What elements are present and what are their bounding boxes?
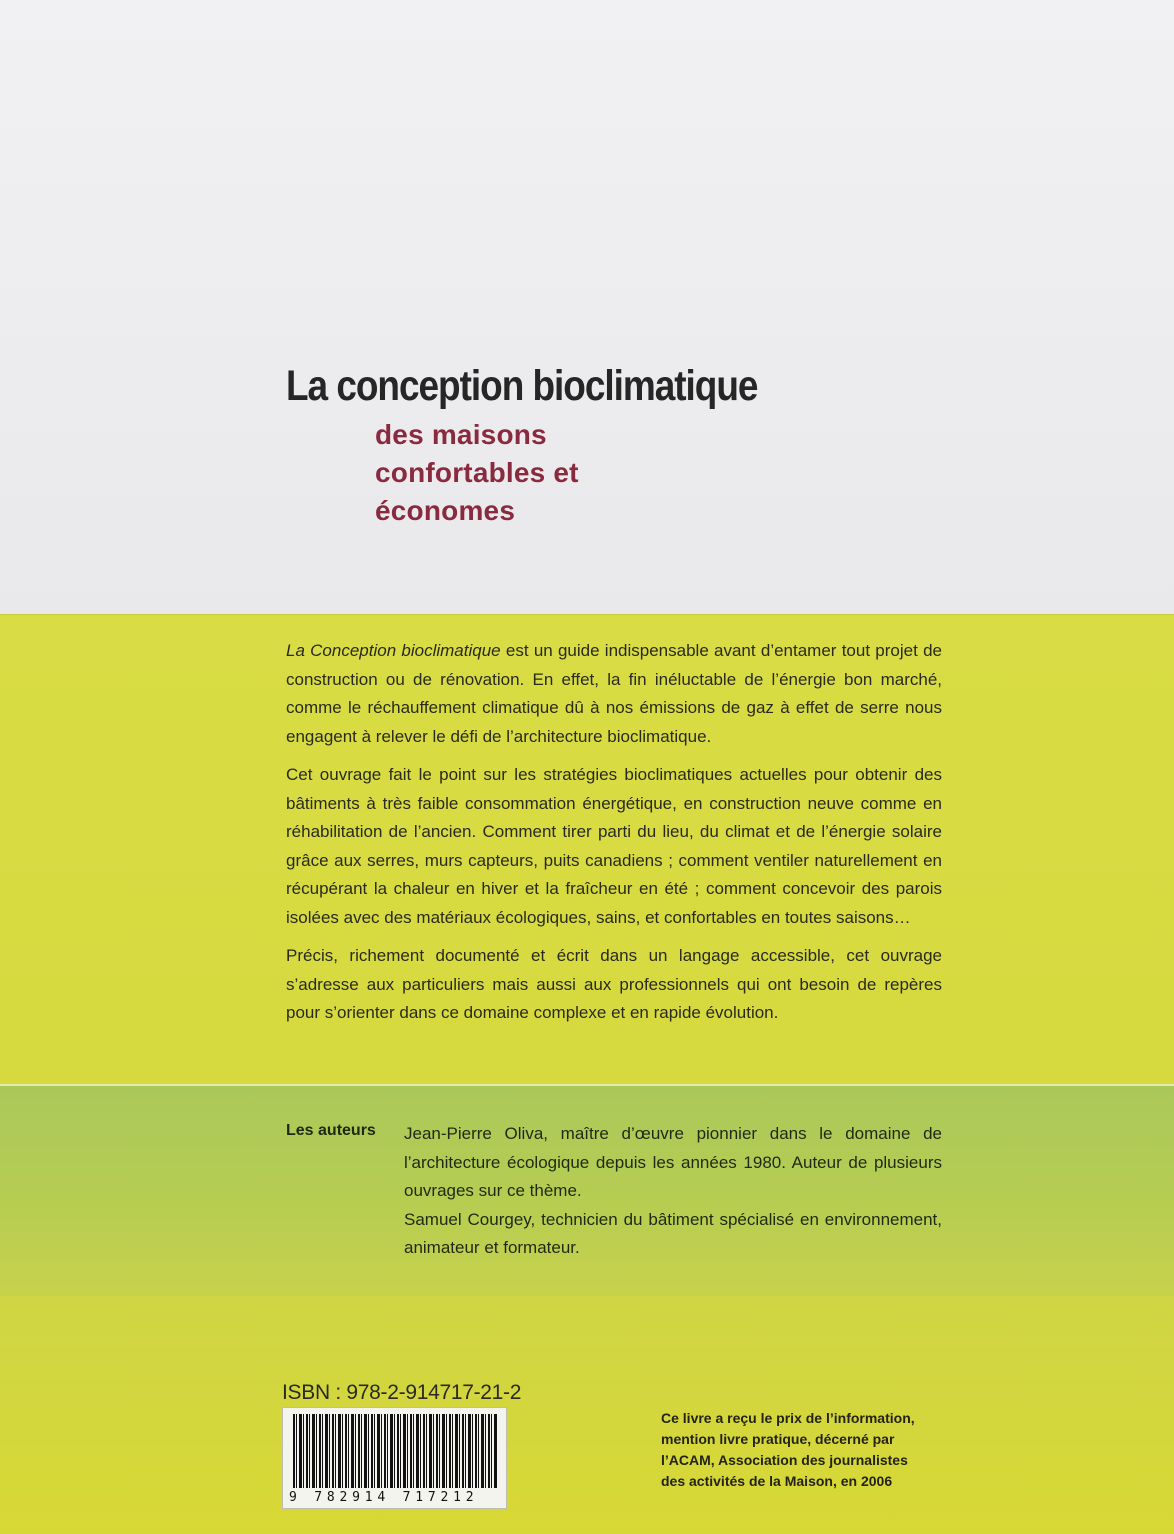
description-paragraph-3: Précis, richement documenté et écrit dans un langage accessible, cet ouvrage s’adresse aux particuliers mais aussi aux professionnels qui ont besoin de repères pour s’orienter dans ce domaine complexe et en rapide évolution. [286, 946, 942, 1022]
authors-bio [404, 1120, 942, 1263]
book-title-italic: La Conception bioclimatique [286, 641, 501, 660]
isbn-label: ISBN : 978-2-914717-21-2 [282, 1381, 522, 1404]
book-title: La conception bioclimatique [286, 362, 758, 410]
prize-note [661, 1408, 961, 1492]
subtitle-line: économes [375, 495, 516, 526]
book-subtitle [375, 416, 579, 530]
description-paragraph-1-text: est un guide indispensable avant d’entamer tout projet de construction ou de rénovation. En effet, la fin inéluctable de l’énergie bon marché, comme le réchauffement climatique dû à nos émissions de gaz à effet de serre nous engagent à relever le défi de l’architecture bioclimatique. [286, 641, 942, 746]
barcode [282, 1407, 507, 1509]
barcode-digits: 9 782914 717212 [289, 1490, 479, 1505]
subtitle-line: confortables et [375, 457, 579, 488]
footer-band [0, 1296, 1174, 1534]
author-bio-oliva: Jean-Pierre Oliva, maître d’œuvre pionnier dans le domaine de l’architecture écologique depuis les années 1980. Auteur de plusieurs ouvrages sur ce thème. [404, 1124, 942, 1200]
prize-line: l’ACAM, Association des journalistes [661, 1452, 908, 1468]
description-paragraph-1 [286, 637, 942, 751]
prize-line: Ce livre a reçu le prix de l’information, [661, 1410, 915, 1426]
subtitle-line: des maisons [375, 419, 547, 450]
cover-top-panel [0, 0, 1174, 614]
author-bio-courgey: Samuel Courgey, technicien du bâtiment spécialisé en environnement, animateur et formateur. [404, 1209, 942, 1257]
prize-line: mention livre pratique, décerné par [661, 1431, 895, 1447]
book-description [286, 637, 942, 1038]
barcode-bars [293, 1414, 498, 1488]
authors-label: Les auteurs [286, 1122, 376, 1139]
description-paragraph-2: Cet ouvrage fait le point sur les stratégies bioclimatiques actuelles pour obtenir des bâtiments à très faible consommation énergétique, en construction neuve comme en réhabilitation de l’ancien. Comment tirer parti du lieu, du climat et de l’énergie solaire grâce aux serres, murs capteurs, puits canadiens ; comment ventiler naturellement en récupérant la chaleur en hiver et la fraîcheur en été ; comment concevoir des parois isolées avec des matériaux écologiques, sains, et confortables en toutes saisons… [286, 765, 942, 927]
prize-line: des activités de la Maison, en 2006 [661, 1473, 893, 1489]
